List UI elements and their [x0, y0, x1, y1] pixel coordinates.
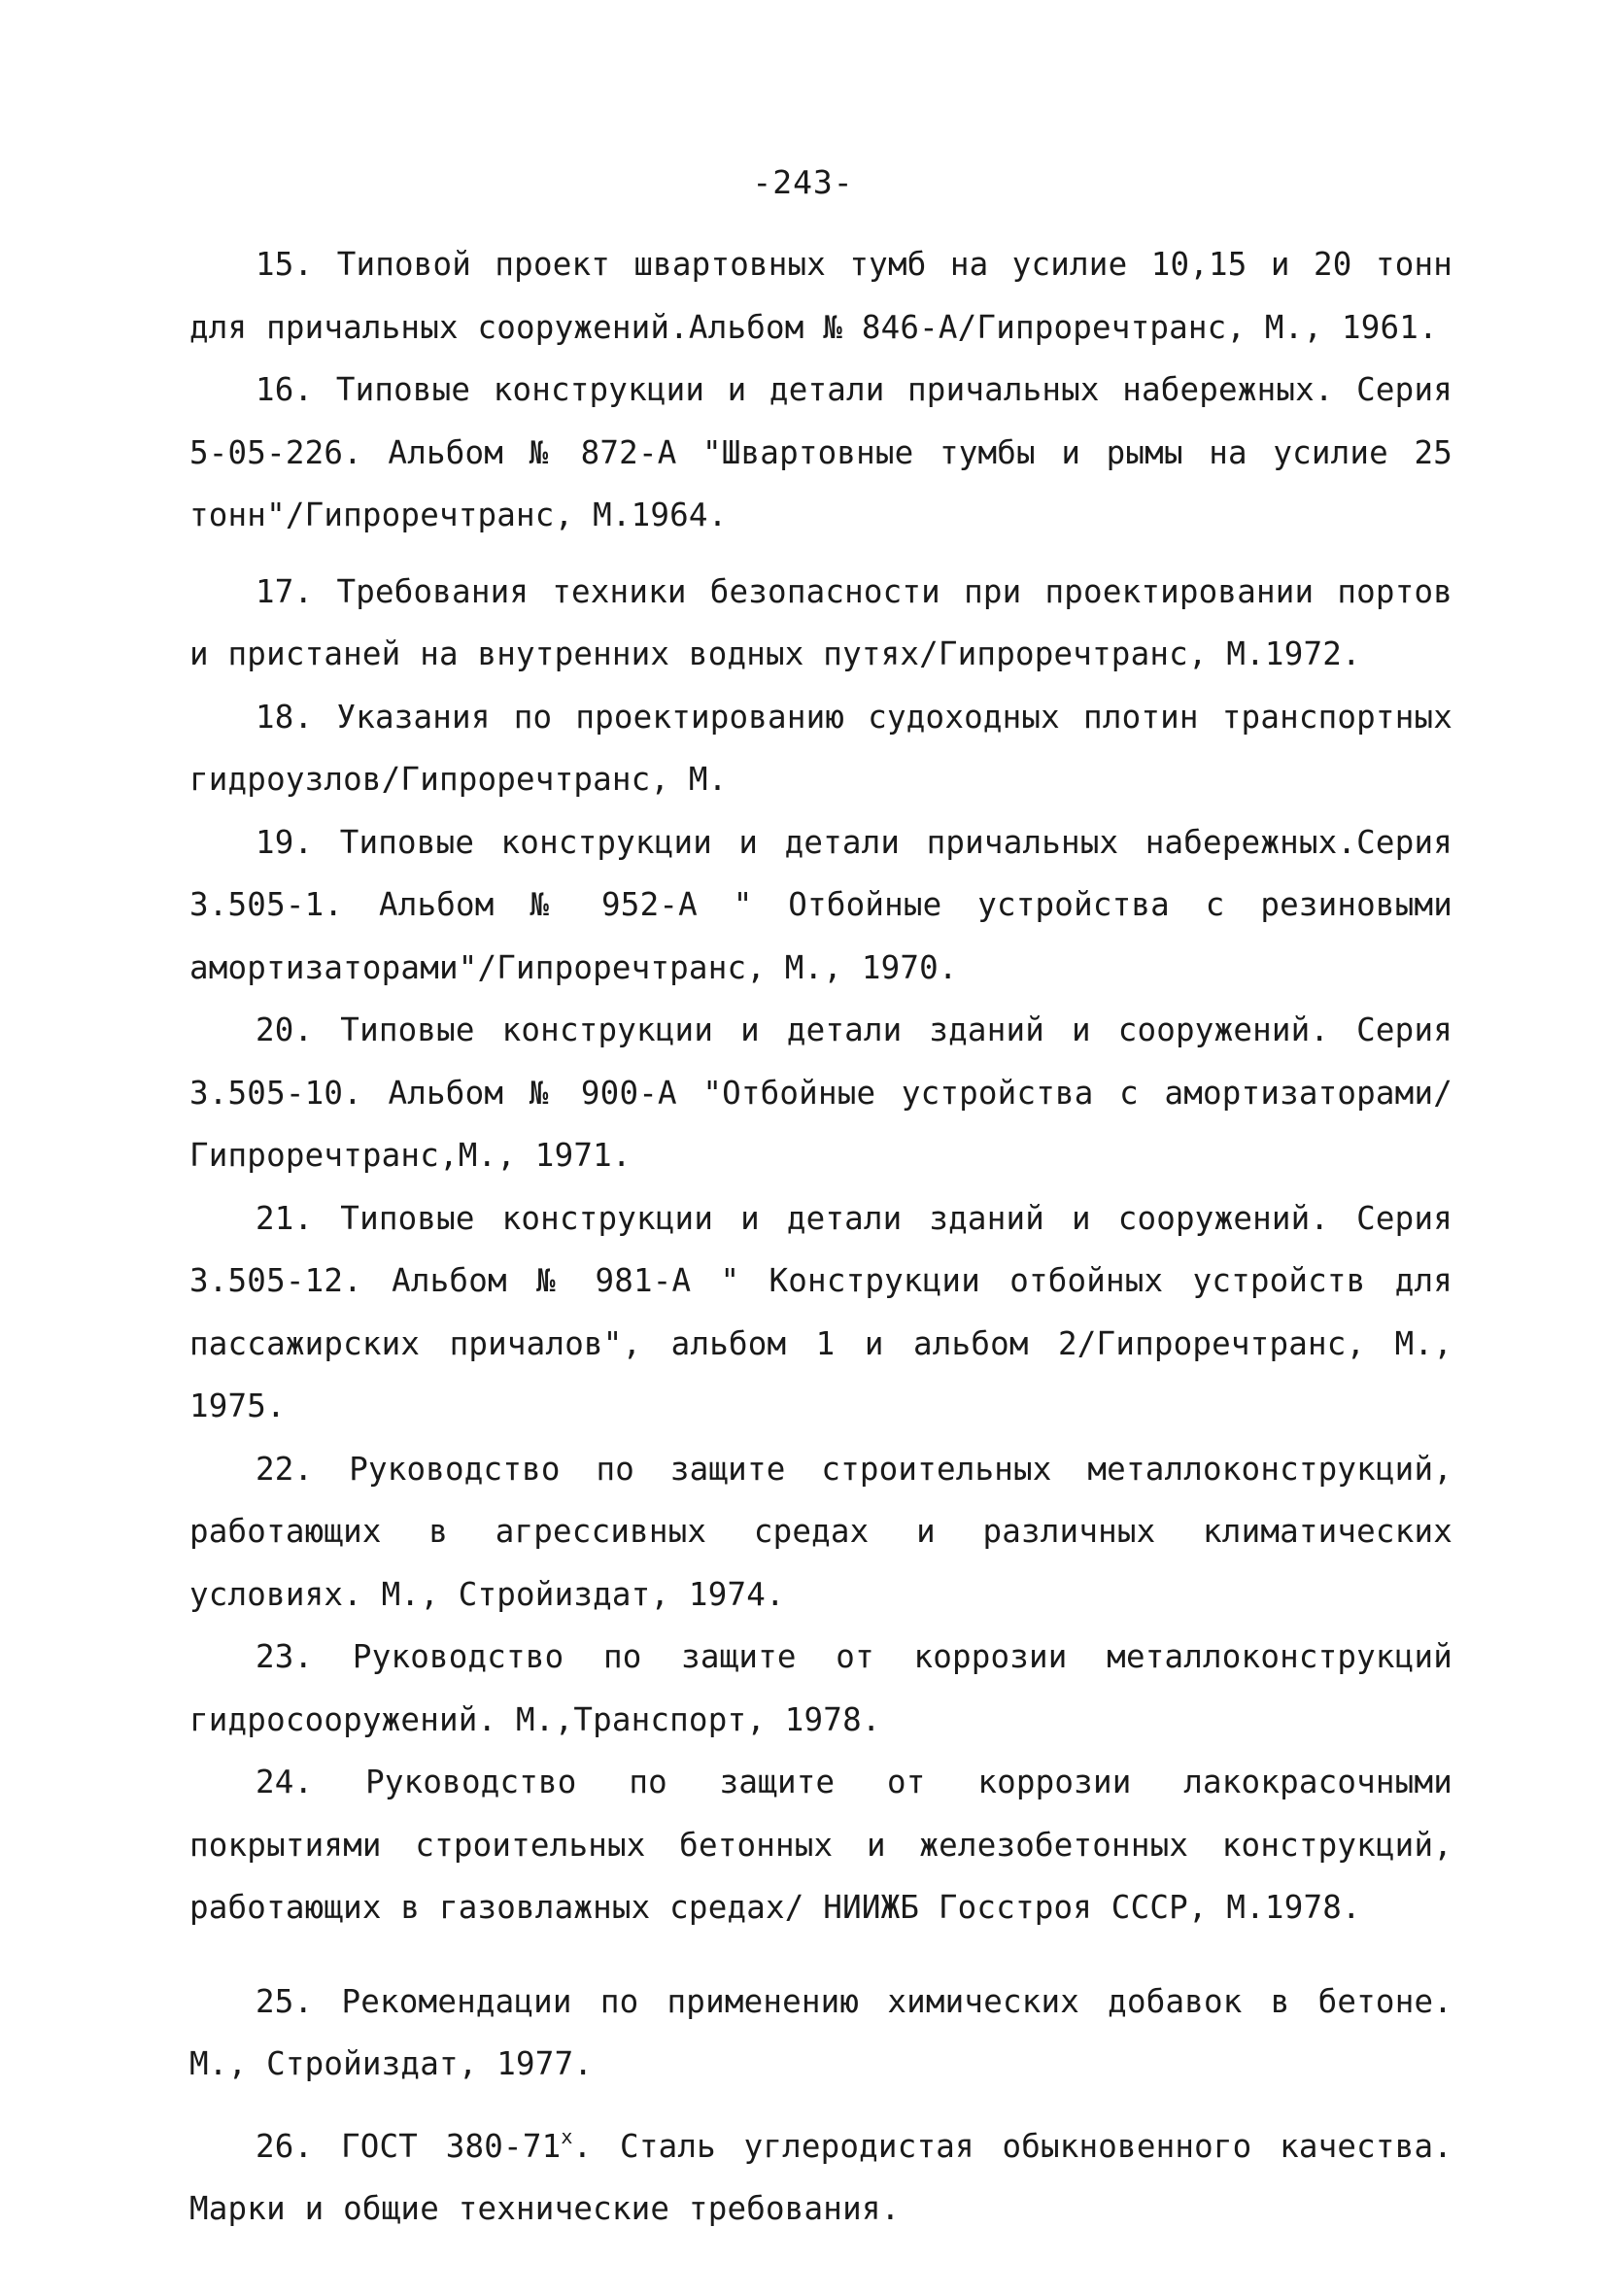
reference-item-25 — [189, 1970, 1452, 2096]
reference-number: 25. — [256, 1982, 314, 2020]
reference-item-24 — [189, 1751, 1452, 1939]
reference-text: Типовые конструкции и детали зданий и сооружений. Серия 3.505-10. Альбом № 900-А "Отбойные устройства с амортизаторами/ Гипроречтранс,М., 1971. — [189, 1011, 1452, 1174]
reference-number: 26. — [256, 2127, 314, 2165]
reference-text: Типовой проект швартовных тумб на усилие 10,15 и 20 тонн для причальных сооружений.Альбом № 846-А/Гипроречтранс, М., 1961. — [189, 246, 1452, 346]
reference-number: 18. — [256, 698, 314, 736]
reference-text-part2: . Сталь углеродистая обыкновенного качества. Марки и общие технические требования. — [189, 2127, 1452, 2227]
reference-number: 20. — [256, 1011, 314, 1048]
reference-number: 24. — [256, 1764, 314, 1800]
reference-number: 17. — [256, 572, 314, 610]
reference-item-21 — [189, 1187, 1452, 1438]
reference-number: 23. — [256, 1638, 314, 1675]
reference-number: 15. — [256, 246, 314, 283]
reference-item-22 — [189, 1438, 1452, 1627]
reference-item-20 — [189, 999, 1452, 1187]
page-number: -243- — [752, 163, 854, 201]
reference-text: Типовые конструкции и детали причальных набережных. Серия 5-05-226. Альбом № 872-А "Швартовные тумбы и рымы на усилие 25 тонн"/Гипроречтранс, М.1964. — [189, 371, 1452, 533]
reference-text: Типовые конструкции и детали зданий и сооружений. Серия 3.505-12. Альбом № 981-А " Конструкции отбойных устройств для пассажирских причалов", альбом 1 и альбом 2/Гипроречтранс, М., 1975. — [189, 1199, 1452, 1424]
reference-text: Руководство по защите от коррозии лакокрасочными покрытиями строительных бетонных и железобетонных конструкций, работающих в газовлажных средах/ НИИЖБ Госстроя СССР, М.1978. — [189, 1764, 1452, 1926]
reference-text: Типовые конструкции и детали причальных набережных.Серия 3.505-1. Альбом № 952-А " Отбойные устройства с резиновыми амортизаторами"/Гипроречтранс, М., 1970. — [189, 823, 1452, 986]
reference-item-23 — [189, 1626, 1452, 1751]
reference-item-18 — [189, 686, 1452, 811]
reference-item-15 — [189, 233, 1452, 359]
reference-number: 19. — [256, 823, 314, 861]
reference-text: Указания по проектированию судоходных плотин транспортных гидроузлов/Гипроречтранс, М. — [189, 698, 1452, 798]
reference-item-19 — [189, 811, 1452, 1000]
reference-text: Требования техники безопасности при проектировании портов и пристаней на внутренних водных путях/Гипроречтранс, М.1972. — [189, 572, 1452, 672]
reference-number: 22. — [256, 1450, 314, 1488]
reference-text: Рекомендации по применению химических добавок в бетоне. М., Стройиздат, 1977. — [189, 1982, 1452, 2082]
reference-item-16 — [189, 359, 1452, 547]
reference-text-part1: ГОСТ 380-71 — [341, 2127, 562, 2165]
reference-text: Руководство по защите от коррозии металлоконструкций гидросооружений. М.,Транспорт, 1978. — [189, 1638, 1452, 1738]
reference-superscript: x — [561, 2124, 573, 2148]
reference-text: Руководство по защите строительных металлоконструкций, работающих в агрессивных средах и различных климатических условиях. М., Стройиздат, 1974. — [189, 1450, 1452, 1613]
reference-number: 21. — [256, 1199, 314, 1237]
reference-item-26 — [189, 2115, 1452, 2241]
reference-item-17 — [189, 561, 1452, 686]
reference-list — [189, 233, 1452, 2241]
reference-number: 16. — [256, 371, 314, 408]
